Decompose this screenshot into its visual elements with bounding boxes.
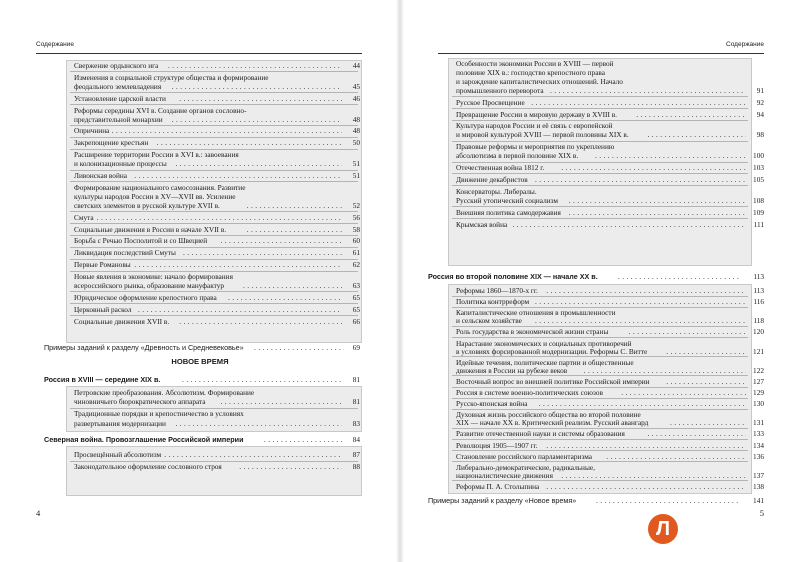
page-number: 48	[352, 114, 360, 124]
right-page	[400, 0, 800, 562]
toc-entry-line[interactable]: Политика контрреформ	[456, 297, 530, 307]
leader-dots	[264, 435, 344, 445]
page-number: 121	[753, 346, 764, 356]
leader-dots	[172, 115, 342, 125]
toc-entry-line[interactable]: Социальные движения в России в начале XVII в.	[74, 224, 227, 234]
leader-dots	[666, 377, 746, 387]
leader-dots	[621, 388, 746, 398]
toc-entry-line[interactable]: Русско-японская война	[456, 399, 528, 409]
leader-dots	[182, 375, 344, 385]
toc-entry-line: и мировой культурой XVIII — первой половины XIX в.	[456, 130, 629, 140]
chapter-title[interactable]: Россия в XVIII — середине XIX в.	[44, 375, 161, 384]
leader-dots	[134, 260, 342, 270]
leader-dots	[569, 208, 746, 218]
leader-dots	[164, 450, 342, 460]
toc-entry-line: развертывания модернизации	[74, 418, 166, 428]
page-number: 62	[352, 260, 360, 270]
toc-entry-line[interactable]: Ликвидация последствий Смуты	[74, 248, 176, 258]
leader-dots	[606, 452, 746, 462]
toc-entry-line[interactable]: Свержение ордынского ига	[74, 61, 159, 70]
page-number: 108	[753, 195, 764, 205]
toc-entry-line[interactable]: Становление российского парламентаризма	[456, 451, 593, 461]
running-head: Содержание	[36, 41, 74, 48]
toc-entry-line: и колонизационные процессы	[74, 159, 167, 169]
toc-entry-line[interactable]: Отечественная война 1812 г.	[456, 163, 545, 172]
leader-dots	[221, 397, 343, 407]
toc-entry-line: в условиях форсированной модернизации. Реформы С. Витте	[456, 346, 648, 356]
page-number: 136	[753, 451, 764, 461]
leader-dots	[176, 419, 343, 429]
toc-entry-line: XIX — начале XX в. Критический реализм. Русский авангард	[456, 418, 649, 428]
page-number: 134	[753, 440, 764, 450]
toc-entry-line: феодального землевладения	[74, 81, 162, 91]
toc-entry-line[interactable]: Капиталистические отношения в промышленности	[456, 308, 616, 318]
leader-dots	[539, 399, 746, 409]
page-number: 138	[753, 481, 764, 491]
toc-entry-line[interactable]: Внешняя политика самодержавия	[456, 207, 561, 217]
toc-entry-line: националистические движения	[456, 470, 553, 480]
leader-dots	[112, 126, 342, 136]
page-number: 127	[753, 376, 764, 386]
page-number: 120	[753, 327, 764, 337]
page-number: 58	[352, 224, 360, 234]
toc-entry-line[interactable]: Крымская война	[456, 219, 508, 229]
toc-entry-line: Русский утопический социализм	[456, 195, 559, 205]
leader-dots	[221, 236, 343, 246]
leader-dots	[254, 343, 344, 353]
leader-dots	[561, 163, 746, 173]
running-head: Содержание	[726, 41, 764, 48]
leader-dots	[648, 130, 747, 140]
toc-entry-line[interactable]: Роль государства в экономической жизни страны	[456, 327, 609, 337]
page-number: 69	[352, 343, 360, 352]
toc-entry-line: и сельском хозяйстве	[456, 316, 522, 326]
page-number: 50	[352, 138, 360, 148]
toc-entry-line[interactable]: Опричнина	[74, 126, 110, 136]
toc-entry-line[interactable]: Правовые реформы и мероприятия по укреплению	[456, 142, 615, 152]
page-number: 46	[352, 93, 360, 103]
leader-dots	[636, 110, 746, 120]
toc-entry-line: светских элементов в русской культуре XVII в.	[74, 200, 220, 210]
toc-entry-line[interactable]: Просвещённый абсолютизм	[74, 450, 162, 459]
page-folio: 5	[759, 508, 764, 518]
page-number: 88	[352, 462, 360, 472]
page-number: 81	[352, 397, 360, 407]
toc-entry-line: движения в России на рубеже веков	[456, 365, 568, 375]
toc-entry-line[interactable]: Расширение территории России в XVI в.: завоевания	[74, 150, 239, 160]
toc-entry-line[interactable]: Русское Просвещение	[456, 97, 525, 107]
toc-entry-line[interactable]: Ливонская война	[74, 171, 127, 180]
leader-dots	[157, 138, 342, 148]
toc-entry-line[interactable]: Восточный вопрос во внешней политике Российской империи	[456, 376, 650, 386]
toc-entry-line: всероссийского рынка, образование мануфактур	[74, 281, 225, 290]
toc-entry-line[interactable]: Церковный раскол	[74, 304, 132, 314]
leader-dots	[550, 86, 746, 96]
page-number: 118	[753, 316, 764, 326]
publisher-logo: Л	[648, 514, 678, 544]
leader-dots	[666, 347, 746, 357]
leader-dots	[531, 98, 746, 108]
leader-dots	[648, 429, 747, 439]
leader-dots	[546, 441, 746, 451]
section-title: НОВОЕ ВРЕМЯ	[171, 357, 229, 366]
examples-link-modern[interactable]: Примеры заданий к разделу «Новое время»	[428, 496, 577, 505]
leader-dots	[595, 151, 746, 161]
page-number: 92	[756, 97, 764, 107]
page-number: 137	[753, 470, 764, 480]
page-number: 100	[753, 151, 764, 161]
leader-dots	[513, 220, 747, 230]
leader-dots	[134, 171, 342, 181]
leader-dots	[247, 201, 342, 211]
toc-entry-line[interactable]: Новые явления в экономике: начало формирования	[74, 272, 233, 282]
toc-entry-line[interactable]: Социальные движения XVII в.	[74, 316, 170, 326]
leader-dots	[97, 213, 342, 223]
leader-dots	[247, 225, 342, 235]
page-number: 52	[352, 200, 360, 210]
toc-entry-line: чиновничьего бюрократического аппарата	[74, 397, 206, 407]
page-number: 60	[352, 236, 360, 246]
leader-dots	[243, 281, 342, 291]
header-rule	[36, 53, 362, 54]
page-number: 111	[753, 219, 764, 229]
leader-dots	[584, 366, 746, 376]
toc-entry-line[interactable]: Реформы 1860—1870-х гг.	[456, 286, 538, 295]
leader-dots	[138, 305, 342, 315]
page-number: 65	[352, 292, 360, 302]
page-number: 113	[753, 286, 764, 295]
page-number: 130	[753, 399, 764, 409]
toc-entry-line[interactable]: Первые Романовы	[74, 260, 131, 270]
page-number: 113	[753, 272, 764, 281]
page-folio: 4	[36, 508, 41, 518]
toc-entry-line[interactable]: Реформы П. А. Столыпина	[456, 481, 540, 491]
leader-dots	[228, 293, 342, 303]
page-number: 61	[352, 248, 360, 258]
page-number: 98	[756, 130, 764, 140]
page-number: 48	[352, 126, 360, 136]
toc-entry-line[interactable]: Развитие отечественной науки и системы образования	[456, 429, 625, 439]
leader-dots	[179, 317, 342, 327]
page-number: 116	[753, 297, 764, 307]
toc-entry-line: и зарождение капиталистических отношений. Начало	[456, 76, 623, 86]
page-number: 51	[352, 159, 360, 169]
toc-entry-line[interactable]: Изменения в социальной структуре общества и формирование	[74, 72, 269, 82]
toc-entry-line[interactable]: Нарастание экономических и социальных противоречий	[456, 338, 632, 348]
toc-entry-line[interactable]: Культура народов России и её связь с европейской	[456, 121, 613, 131]
toc-entry-line[interactable]: Законодательное оформление сословного строя	[74, 462, 222, 472]
leader-dots	[535, 175, 746, 185]
toc-entry-line[interactable]: Закрепощение крестьян	[74, 138, 149, 148]
page-number: 83	[352, 418, 360, 428]
toc-entry-line[interactable]: Консерваторы. Либералы.	[456, 186, 537, 196]
page-number: 103	[753, 163, 764, 172]
page-number: 84	[352, 435, 360, 444]
page-number: 63	[352, 281, 360, 290]
page-number: 66	[352, 316, 360, 326]
toc-entry-line[interactable]: Революция 1905—1907 гг.	[456, 440, 538, 450]
leader-dots	[670, 418, 746, 428]
leader-dots	[569, 196, 746, 206]
leader-dots	[172, 82, 342, 92]
toc-entry-line[interactable]: Превращение России в мировую державу в XVIII в.	[456, 109, 617, 119]
page-number: 45	[352, 81, 360, 91]
page-number: 44	[352, 61, 360, 70]
leader-dots	[546, 482, 746, 492]
leader-dots	[168, 61, 342, 71]
leader-dots	[546, 286, 746, 296]
toc-entry-line[interactable]: Движение декабристов	[456, 174, 528, 184]
examples-link-medieval[interactable]: Примеры заданий к разделу «Древность и Средневековье»	[44, 343, 244, 352]
toc-entry-line: культуры народов России в XV—XVII вв. Усиление	[74, 191, 236, 201]
page-number: 51	[352, 171, 360, 180]
toc-entry-line[interactable]: Борьба с Речью Посполитой и со Швецией	[74, 236, 208, 246]
toc-entry-line[interactable]: Установление царской власти	[74, 93, 166, 103]
leader-dots	[629, 327, 746, 337]
toc-entry-line[interactable]: Смута	[74, 212, 94, 222]
toc-entry-line[interactable]: Духовная жизнь российского общества во второй половине	[456, 410, 641, 420]
toc-entry-line[interactable]: Особенности экономики России в XVIII — первой	[456, 59, 614, 68]
chapter-title[interactable]: Россия во второй половине XIX — начале XX в.	[428, 272, 598, 281]
chapter-title[interactable]: Северная война. Провозглашение Российской империи	[44, 435, 244, 444]
header-rule	[438, 53, 764, 54]
toc-entry-line[interactable]: Россия в системе военно-политических союзов	[456, 388, 603, 397]
leader-dots	[239, 462, 342, 472]
page-number: 141	[753, 496, 764, 505]
page-number: 56	[352, 212, 360, 222]
toc-entry-line[interactable]: Реформы середины XVI в. Создание органов сословно-	[74, 105, 247, 115]
leader-dots	[176, 159, 343, 169]
toc-entry-line: половине XIX в.: господство крепостного права	[456, 67, 606, 77]
page-number: 109	[753, 207, 764, 217]
page-number: 122	[753, 365, 764, 375]
leader-dots	[561, 471, 746, 481]
toc-entry-line[interactable]: Идейные течения, политические партии и общественные	[456, 357, 634, 367]
page-number: 81	[352, 375, 360, 384]
page-number: 131	[753, 418, 764, 428]
page-number: 91	[756, 85, 764, 95]
leader-dots	[535, 297, 746, 307]
page-number: 94	[756, 109, 764, 119]
page-number: 87	[352, 450, 360, 459]
page-number: 65	[352, 304, 360, 314]
toc-entry-line[interactable]: Петровские преобразования. Абсолютизм. Формирование	[74, 388, 255, 397]
leader-dots	[596, 496, 740, 506]
toc-entry-line: представительной монархии	[74, 114, 163, 124]
toc-entry-line[interactable]: Формирование национального самосознания. Развитие	[74, 182, 246, 192]
toc-entry-line[interactable]: Традиционные порядки и крепостничество в условиях	[74, 409, 244, 419]
page-number: 129	[753, 388, 764, 397]
toc-entry-line[interactable]: Юридическое оформление крепостного права	[74, 292, 217, 302]
leader-dots	[535, 316, 746, 326]
toc-entry-line: промышленного переворота	[456, 85, 544, 95]
toc-entry-line: абсолютизма в первой половине XIX в.	[456, 151, 579, 161]
toc-entry-line[interactable]: Либерально-демократические, радикальные,	[456, 462, 595, 472]
leader-dots	[179, 94, 342, 104]
leader-dots	[618, 272, 740, 282]
leader-dots	[183, 248, 342, 258]
page-number: 105	[753, 174, 764, 184]
page-number: 133	[753, 429, 764, 439]
